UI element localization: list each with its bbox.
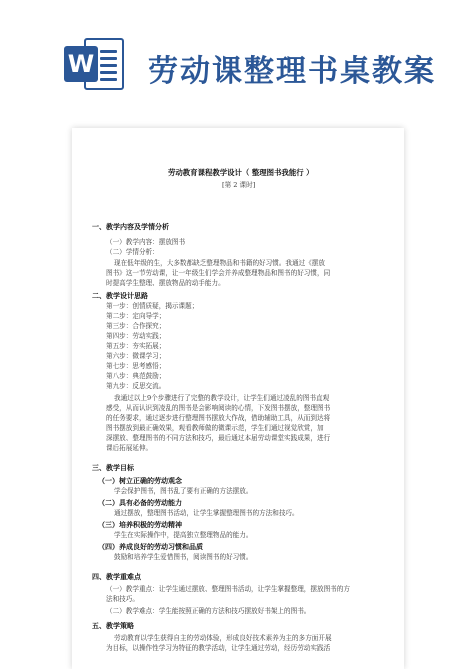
- step-item: 第八步：典范鼓励；: [106, 372, 166, 380]
- page-title: 劳动课整理书桌教案: [148, 54, 436, 89]
- key-point-line2: 法和技巧。: [106, 595, 139, 603]
- step-item: 第二步：定向导学；: [106, 312, 166, 320]
- goal-heading-1: （一）树立正确的劳动观念: [98, 476, 182, 485]
- section1-line2: （二）学情分析：: [106, 248, 159, 256]
- step-item: 第五步：夯实拓展；: [106, 342, 166, 350]
- section2-para-line1: 我通过以上9个步骤进行了完整的教学设计，让学生们通过凌乱的图书直观: [114, 394, 330, 402]
- goal-text-2: 通过摆放，整理图书活动，让学生掌握整理图书的方法和技巧。: [114, 509, 299, 517]
- header-banner: [0, 0, 474, 118]
- section1-line4: 图书》这一节劳动课，让一年级生们学会并养成整理物品和图书的好习惯，同: [106, 269, 331, 277]
- section2-para-line6: 课后拓展延伸。: [106, 444, 153, 452]
- word-w-badge: W: [64, 46, 98, 82]
- section-heading-4: 四、教学重难点: [92, 572, 141, 581]
- section-heading-5: 五、教学策略: [92, 621, 134, 630]
- goal-heading-2: （二）具有必备的劳动能力: [98, 498, 182, 507]
- document-title: 劳动教育课程教学设计（ 整理图书我能行 ）: [168, 168, 314, 177]
- goal-heading-3: （三）培养积极的劳动精神: [98, 520, 182, 529]
- step-item: 第六步：微课学习；: [106, 352, 166, 360]
- section2-para-line5: 深摆放、整理图书的不同方法和技巧，最后通过本届劳动课堂实践成果，进行: [106, 434, 331, 442]
- goal-text-3: 学生在实际操作中，提高独立整理物品的能力。: [114, 531, 253, 539]
- step-item: 第四步：劳动实践；: [106, 332, 166, 340]
- section2-para-line4: 图书摆放到最正确效果，观看教师做的微课示范，学生们通过视觉欣赏，加: [106, 424, 324, 432]
- key-point-line1: （一）教学重点：让学生通过摆放、整理图书活动，让学生掌握整理，摆放图书的方: [106, 585, 350, 593]
- document-page: [72, 128, 404, 669]
- section2-para-line3: 的任务要求，通过逐步进行整理图书摆放大作战，借助辅助工具，从而到达将: [106, 414, 331, 422]
- lesson-label: [第 2 课时]: [222, 181, 256, 189]
- section1-line1: （一）教学内容：摆放图书: [106, 238, 186, 246]
- step-item: 第九步：反思交流。: [106, 382, 166, 390]
- section2-para-line2: 感受，从而认识到凌乱的图书是会影响阅读的心情，下发图书摆放，整理图书: [106, 404, 331, 412]
- step-item: 第一步：创情质疑，揭示课题；: [106, 302, 199, 310]
- section-heading-2: 二、教学设计思路: [92, 291, 148, 300]
- strategy-line1: 劳动教育以学生获得自主的劳动体验，形成良好技术素养为主的多方面开展: [114, 634, 332, 642]
- section1-line5: 时提高学生整理、摆放物品的动手能力。: [106, 279, 225, 287]
- section1-line3: 现在低年级的生，大多数都缺乏整理物品和书籍的好习惯。我通过《摆放: [114, 259, 325, 267]
- step-item: 第七步：思考感悟；: [106, 362, 166, 370]
- goal-text-4: 鼓励和培养学生爱惜图书，阅读图书的好习惯。: [114, 553, 253, 561]
- goal-text-1: 学会保护图书，图书乱了要有正确的方法摆放。: [114, 487, 253, 495]
- section-heading-1: 一、教学内容及学情分析: [92, 222, 169, 231]
- strategy-line2: 为目标，以操作性学习为特征的教学活动，让学生通过劳动，经历劳动实践活: [106, 644, 331, 652]
- difficult-point: （二）教学难点：学生能按照正确的方法和技巧摆放好书架上的图书。: [106, 607, 311, 615]
- goal-heading-4: （四）养成良好的劳动习惯和品质: [98, 542, 203, 551]
- word-icon: [64, 36, 126, 92]
- step-item: 第三步：合作探究；: [106, 322, 166, 330]
- section-heading-3: 三、教学目标: [92, 463, 134, 472]
